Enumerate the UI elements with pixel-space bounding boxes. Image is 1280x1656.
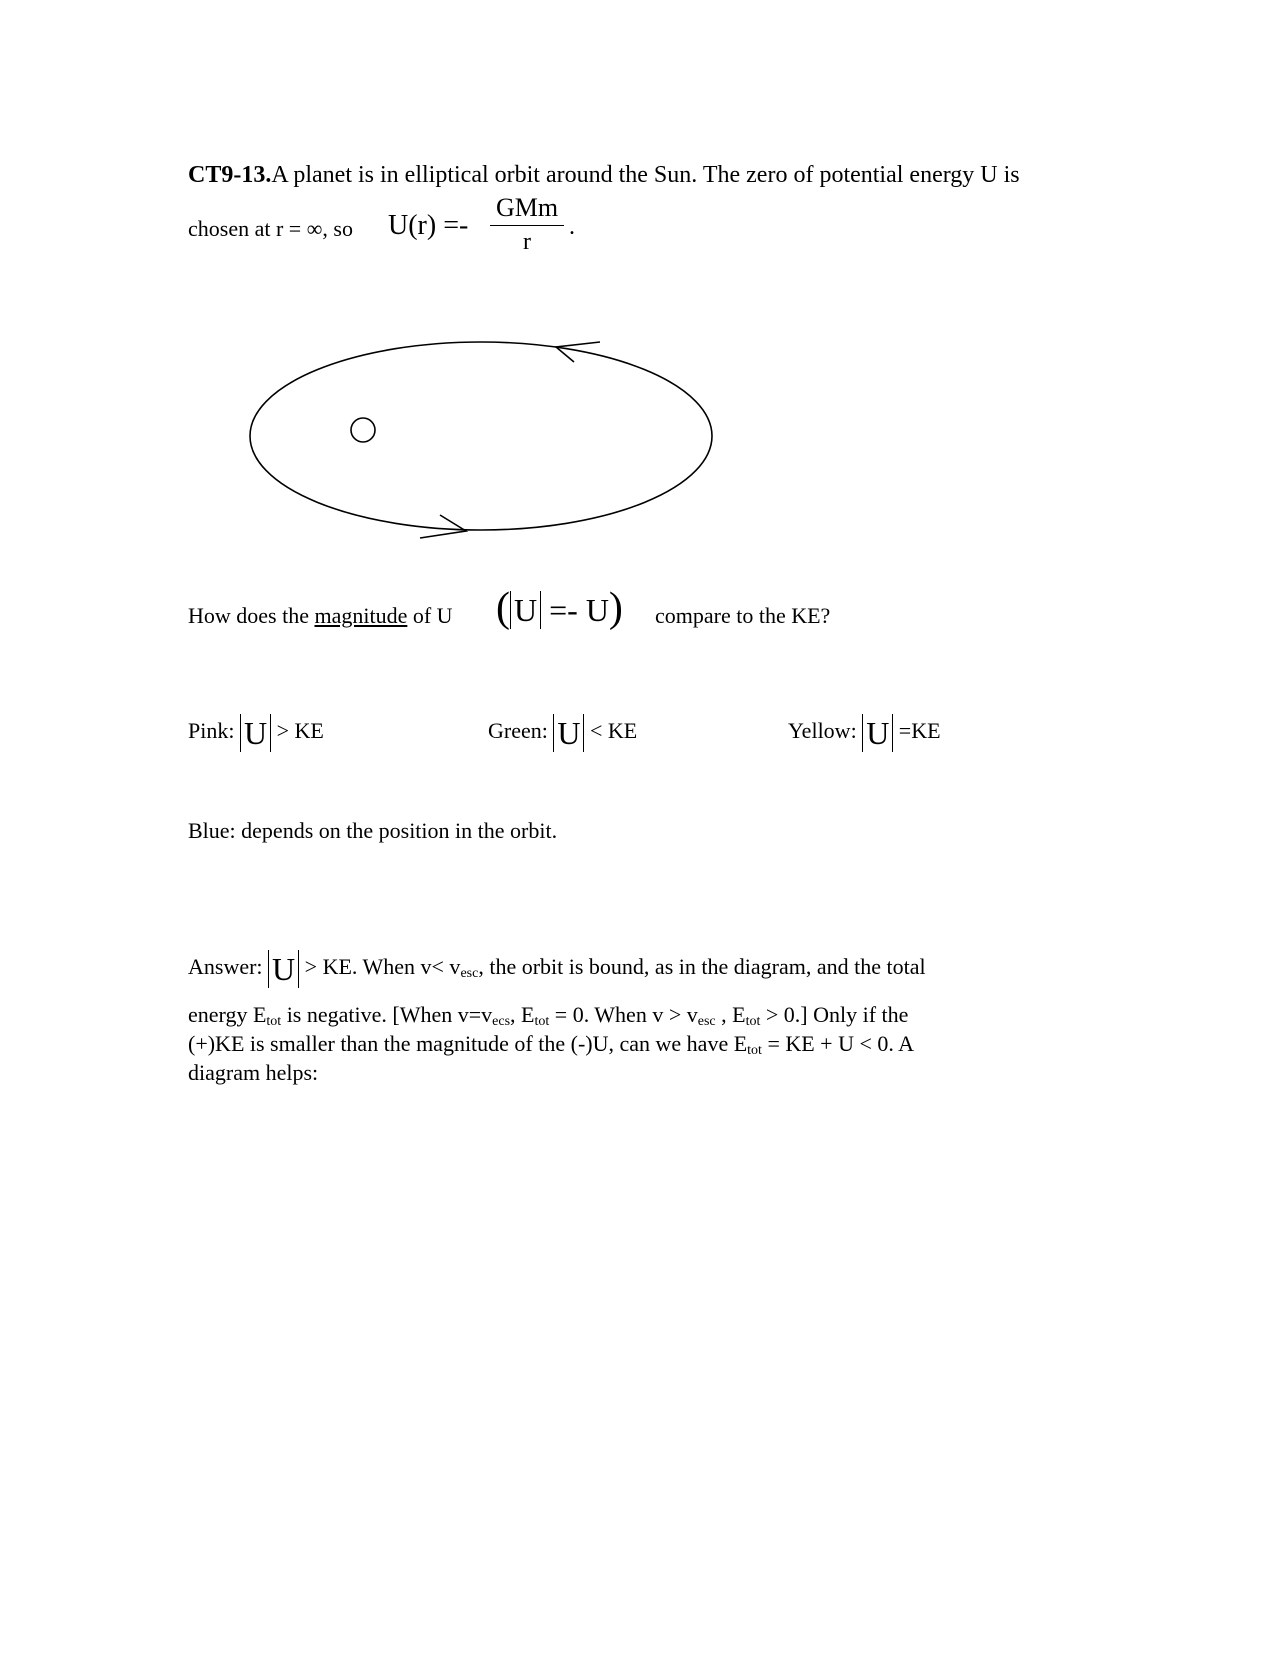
question-abs-expression — [496, 584, 623, 632]
answer-text-2d: = 0. When v > v — [549, 1002, 698, 1027]
sub-esc-1: esc — [460, 966, 479, 981]
problem-text-2: chosen at r = ∞, so — [188, 216, 353, 241]
answer-text-2a: energy E — [188, 1002, 267, 1027]
orbit-arrow-top — [556, 342, 600, 362]
abs-u: U — [510, 591, 541, 629]
option-blue: Blue: depends on the position in the orbit. — [188, 818, 558, 843]
answer-line-4: diagram helps: — [188, 1060, 319, 1085]
answer-line-1 — [188, 950, 926, 988]
answer-abs-u: U — [268, 950, 299, 988]
answer-text-2e: , E — [715, 1002, 746, 1027]
problem-text-1: A planet is in elliptical orbit around the Sun. The zero of potential energy U is — [271, 162, 1020, 188]
sub-esc-2: esc — [697, 1014, 716, 1029]
option-green-text: < KE — [589, 718, 638, 743]
option-pink-abs: U — [240, 714, 271, 752]
sub-tot-1: tot — [266, 1014, 282, 1029]
formula-denominator: r — [523, 229, 531, 255]
orbit-arrow-bottom — [420, 515, 466, 538]
formula-numerator: GMm — [495, 193, 559, 222]
option-yellow — [788, 714, 941, 752]
sub-tot-4: tot — [747, 1043, 762, 1058]
answer-text-1b: , the orbit is bound, as in the diagram, and the total — [478, 954, 926, 979]
answer-text-2f: > 0.] Only if the — [760, 1002, 909, 1027]
problem-id: CT9-13. — [188, 162, 272, 188]
answer-line-3 — [188, 1031, 914, 1059]
option-pink-label: Pink: — [188, 718, 235, 743]
option-green-abs: U — [553, 714, 584, 752]
question-text-start — [188, 603, 453, 629]
answer-text-2b: is negative. [When v=v — [281, 1002, 493, 1027]
question-magnitude: magnitude — [314, 603, 408, 628]
answer-text-3b: = KE + U < 0. A — [761, 1031, 915, 1056]
paren-open: ( — [496, 585, 510, 631]
option-yellow-text: =KE — [898, 718, 941, 743]
orbit-ellipse — [250, 342, 712, 530]
sub-ecs: ecs — [492, 1014, 511, 1029]
option-yellow-abs: U — [862, 714, 893, 752]
answer-text-3a: (+)KE is smaller than the magnitude of the (-)U, can we have E — [188, 1031, 748, 1056]
answer-text-1a: > KE. When v< v — [304, 954, 461, 979]
option-green — [488, 714, 637, 752]
option-pink-text: > KE — [276, 718, 324, 743]
question-prefix: How does the — [188, 603, 309, 628]
sub-tot-2: tot — [534, 1014, 550, 1029]
question-suffix: compare to the KE? — [655, 603, 831, 628]
option-green-label: Green: — [488, 718, 548, 743]
answer-text-2c: , E — [510, 1002, 535, 1027]
option-pink — [188, 714, 324, 752]
formula-u-of-r: U(r) — [388, 210, 437, 241]
formula-period: . — [569, 214, 575, 240]
formula-equals-minus: =- — [443, 210, 469, 241]
question-of-u: of U — [412, 603, 453, 628]
paren-close: ) — [608, 585, 623, 631]
sub-tot-3: tot — [745, 1014, 761, 1029]
option-yellow-label: Yellow: — [788, 718, 857, 743]
answer-line-2 — [188, 1002, 908, 1030]
paren-expression: =- U — [549, 592, 609, 628]
answer-label: Answer: — [188, 954, 263, 979]
sun-circle — [351, 418, 375, 442]
